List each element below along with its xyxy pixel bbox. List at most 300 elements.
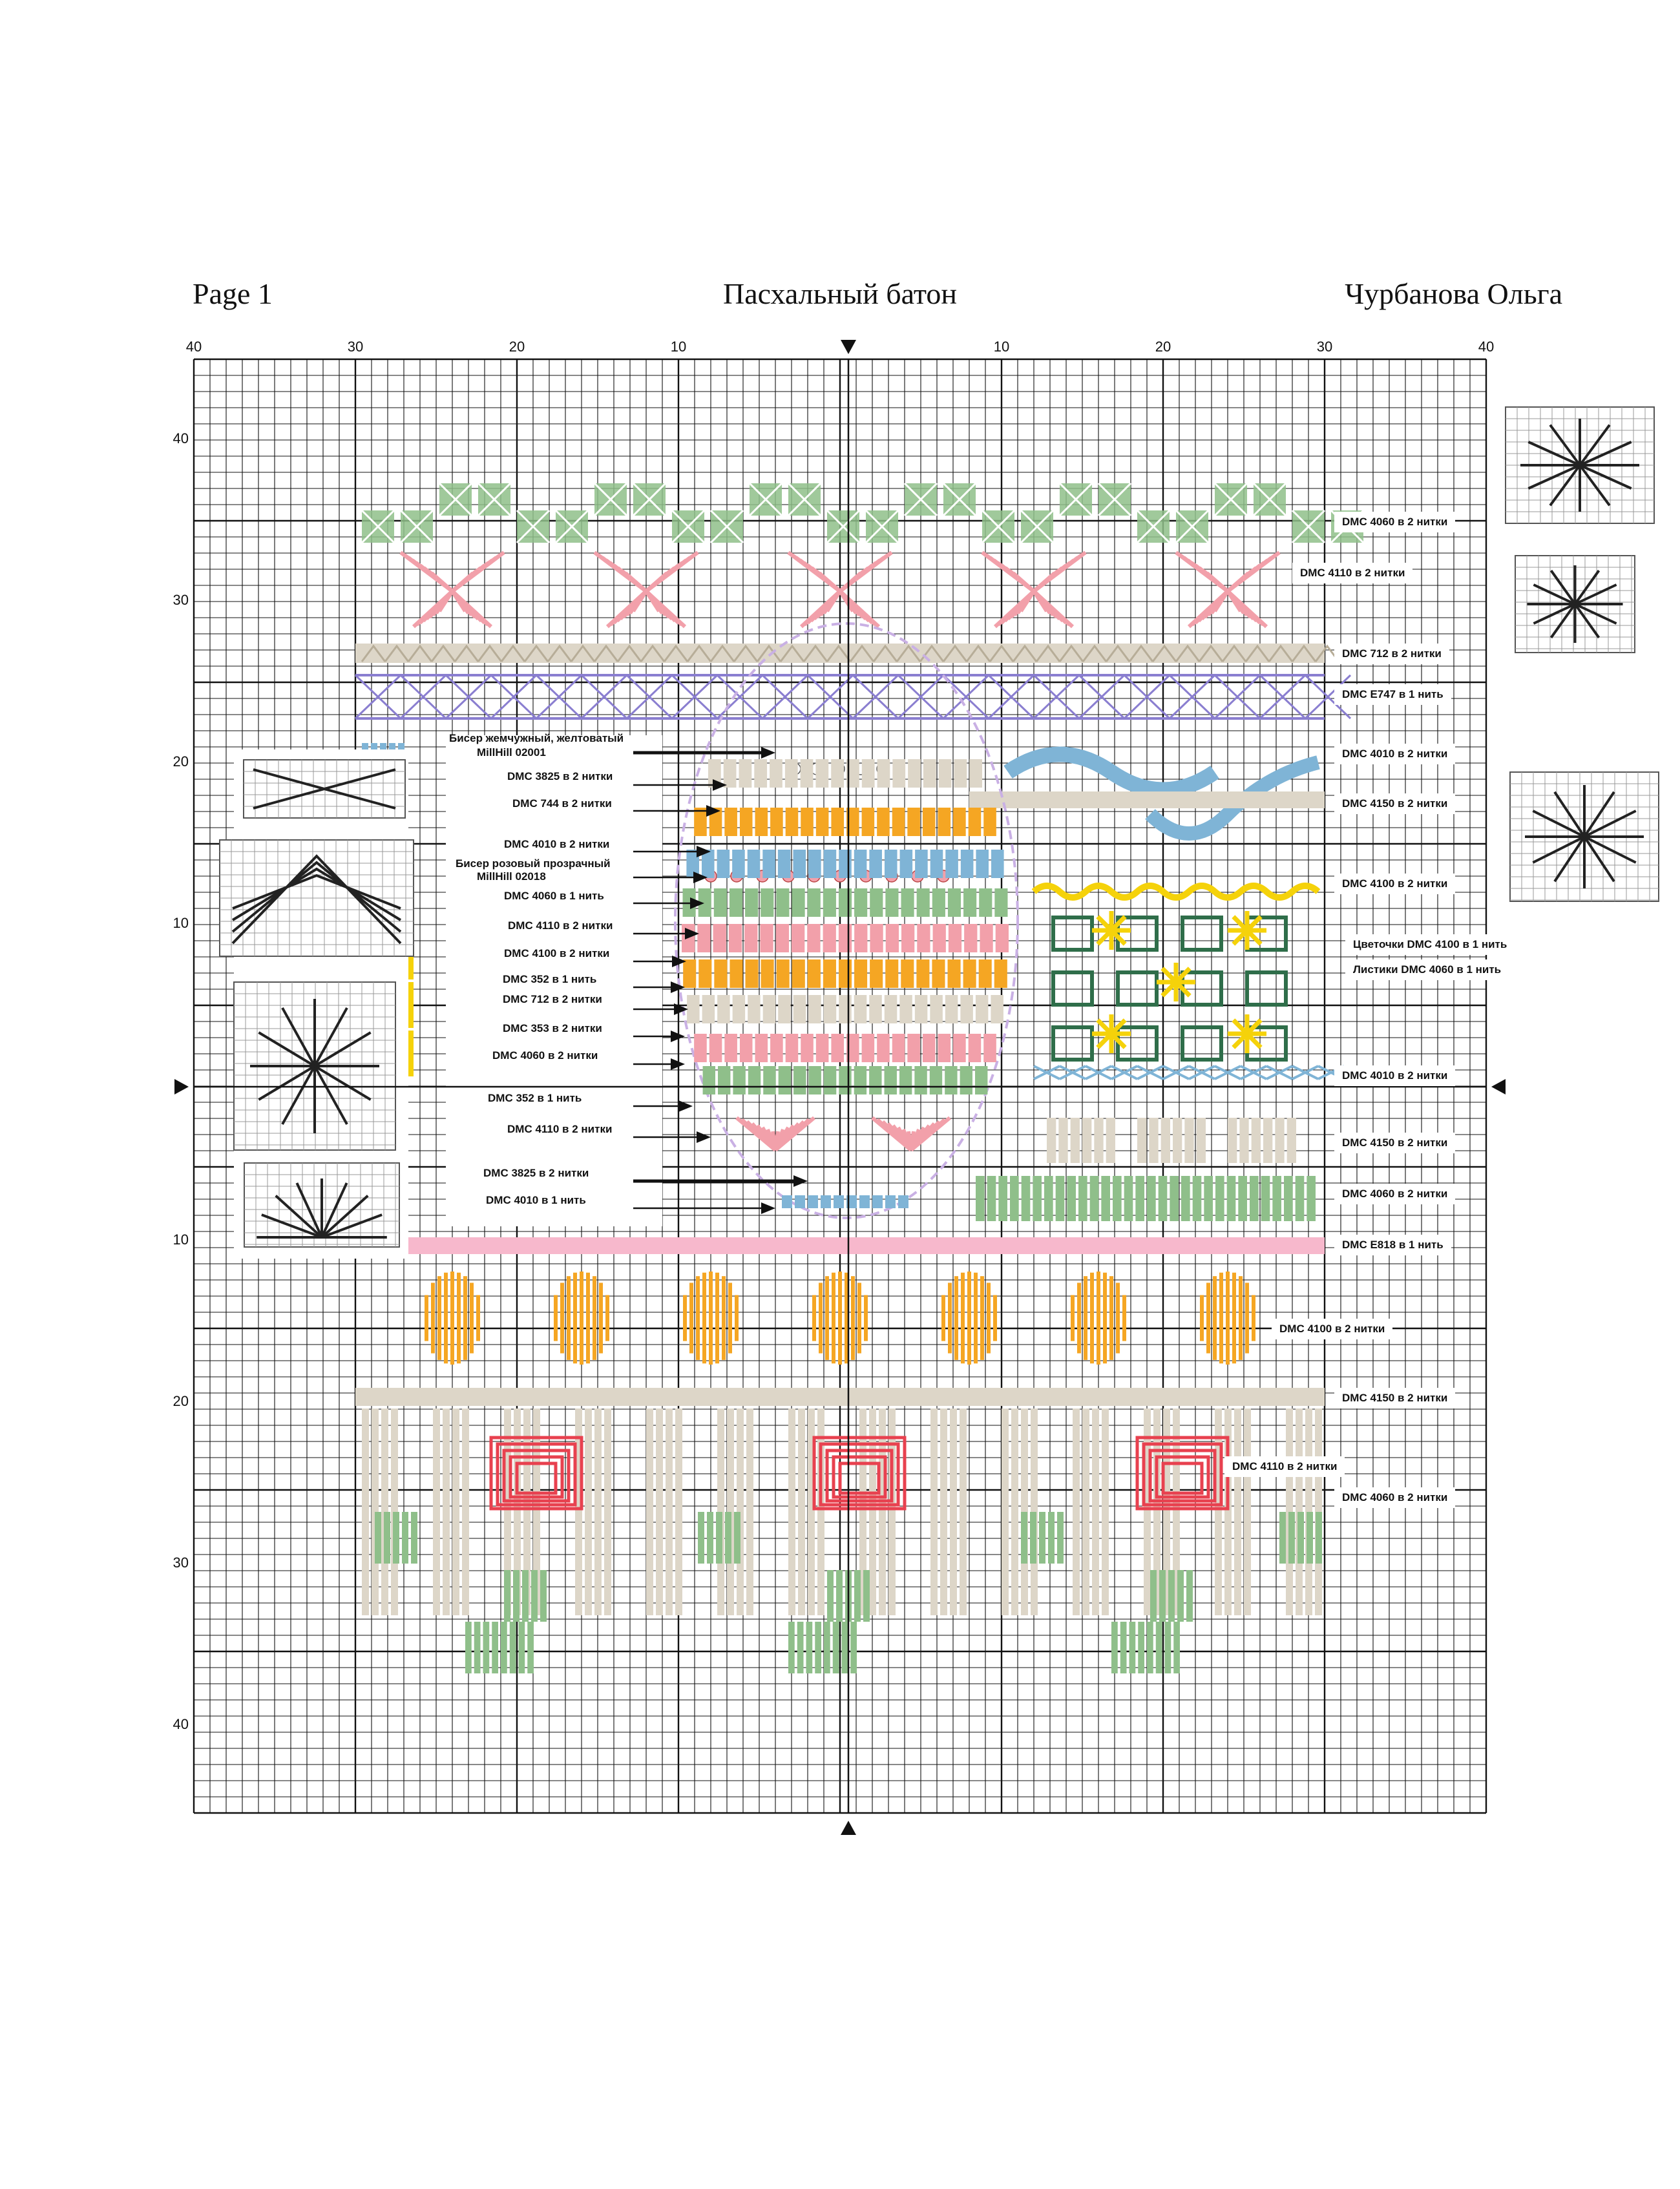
stitch [492,1622,498,1673]
stitch [1193,1176,1202,1221]
stitch [504,1570,510,1622]
stitch [885,995,898,1023]
stitch [914,1066,927,1094]
stitch [1073,1409,1080,1615]
stitch [870,959,883,988]
egg-thread-label: DMC 712 в 2 нитки [503,993,602,1005]
stitch [1307,1176,1316,1221]
thread-label: DMC 4100 в 2 нитки [1272,1319,1392,1339]
stitch [827,1570,834,1622]
stitch [709,1034,722,1062]
scale-top-label: 10 [670,339,687,355]
thread-label: DMC 4060 в 2 нитки [1334,1487,1455,1508]
stitch [735,1295,739,1341]
stitch [923,808,936,836]
stitch [785,759,798,788]
stitch [1252,1118,1261,1163]
stitch [1056,1176,1065,1221]
legend-arrow-head [761,747,775,759]
stitch [877,1034,890,1062]
stitch [832,1273,835,1364]
stitch [862,1034,875,1062]
stitch [1168,1570,1175,1622]
scale-top-label: 40 [1478,339,1495,355]
stitch [801,808,814,836]
stitch [777,959,790,988]
stitch [476,1295,480,1341]
stitch [1284,1176,1293,1221]
stitch [1010,1176,1019,1221]
stitch [939,759,952,788]
stitch [1206,1283,1210,1353]
stitch [714,888,727,917]
stitch [1144,1409,1151,1615]
stitch [1082,1118,1091,1163]
stitch [1113,1176,1122,1221]
stitch [839,959,852,988]
stitch [933,924,946,952]
legend-arrow-head [697,1131,711,1143]
stitch [594,1409,602,1615]
stitch [859,1195,870,1208]
stitch [560,1283,564,1353]
stitch [840,573,861,591]
stitch [976,850,989,878]
yellow-flower-motif [1092,911,1131,950]
stitch [1149,1118,1158,1163]
stitch [646,1409,653,1615]
stitch [998,1176,1007,1221]
stitch [1057,1512,1064,1564]
stitch [1090,1273,1094,1364]
thread-label: DMC E818 в 1 нить [1334,1235,1451,1255]
green-cross-motif [1137,510,1170,543]
green-cross-motif [439,483,472,516]
stitch [974,1273,978,1364]
stitch [1263,1118,1272,1163]
leaf-stitch [1182,917,1221,950]
stitch [864,1295,868,1341]
stitch [1147,1176,1156,1221]
stitch [834,1195,844,1208]
stitch [806,1622,813,1673]
stitch [724,759,737,788]
scale-left-label: 10 [173,915,189,931]
stitch [707,1512,713,1564]
stitch [580,1272,583,1365]
beige-column [646,1409,682,1615]
egg-band [687,995,1003,1023]
stitch [945,850,958,878]
center-arrow-left [174,1079,189,1094]
stitch [732,850,745,878]
stitch [869,995,882,1023]
stitch [793,1066,806,1094]
stitch [770,808,783,836]
stitch [1058,1118,1067,1163]
stitch [788,1409,795,1615]
egg-band [683,959,1007,988]
stitch [1116,1283,1120,1353]
stitch [776,924,789,952]
stitch [823,888,836,917]
stitch [779,1066,791,1094]
stitch [745,959,758,988]
stitch [1275,1118,1284,1163]
stitch [465,1622,472,1673]
orange-egg-motif [941,1272,997,1365]
stitch [961,850,974,878]
scale-top-label: 30 [347,339,364,355]
beige-column [1073,1409,1109,1615]
stitch [778,995,791,1023]
stitch [1207,573,1228,591]
stitch [980,924,992,952]
stitch [923,759,936,788]
leaf-stitch [1053,917,1092,950]
stitch [748,1066,761,1094]
stitch [808,959,821,988]
egg-band [694,1034,996,1062]
thread-label: DMC 712 в 2 нитки [1334,644,1449,664]
stitch [1232,1273,1236,1364]
stitch [932,959,945,988]
green-cross-motif [827,510,859,543]
stitch [915,995,928,1023]
stitch [1161,1118,1170,1163]
page-title: Пасхальный батон [723,277,957,310]
stitch [960,1066,972,1094]
stitch [839,888,852,917]
stitch [831,759,844,788]
stitch [908,759,921,788]
stitch [975,1066,987,1094]
stitch [443,1409,450,1615]
stitch [911,1131,914,1150]
green-cross-motif [1254,483,1286,516]
scale-top-label: 30 [1316,339,1333,355]
stitch [1030,1512,1036,1564]
stitch [1250,1176,1259,1221]
scale-left-label: 20 [173,753,189,770]
stitch [948,888,961,917]
stitch [812,1295,816,1341]
green-cross-motif [866,510,898,543]
beige-column [930,1409,967,1615]
stitch [1156,1622,1162,1673]
stitch [775,1131,778,1150]
stitch [838,1272,842,1365]
stitch [375,1512,381,1564]
green-cross-motif [362,510,394,543]
stitch [1002,1409,1009,1615]
stitch [819,1283,823,1353]
stitch [1239,1276,1243,1360]
yellow-flower-motif [1157,963,1195,1001]
stitch [901,888,914,917]
stitch [1101,1176,1110,1221]
stitch [1234,1409,1241,1615]
stitch [854,959,867,988]
green-cross-motif [788,483,821,516]
green-leaf-block [788,1622,857,1673]
stitch [825,1276,829,1360]
orange-egg-motif [554,1272,609,1365]
stitch [941,1295,945,1341]
stitch [833,1622,839,1673]
stitch [792,959,805,988]
stitch [932,888,945,917]
egg-thread-label: Бисер розовый прозрачный [456,857,611,870]
stitch [967,1272,971,1365]
stitch [1022,1176,1031,1221]
stitch [1067,1176,1076,1221]
stitch [1296,1176,1305,1221]
stitch [739,759,752,788]
stitch [656,1409,663,1615]
thread-label: DMC 4010 в 2 нитки [1334,1065,1455,1086]
green-cross-motif [943,483,976,516]
stitch [411,1512,417,1564]
stitch [991,850,1004,878]
stitch [979,959,992,988]
beige-band [355,1388,1325,1406]
stitch [940,1409,947,1615]
leaf-stitch [1053,1027,1092,1060]
stitch [452,1409,459,1615]
green-cross-motif [478,483,510,516]
stitch [824,850,837,878]
thread-label: Цветочки DMC 4100 в 1 нить [1345,934,1515,955]
stitch [795,1195,805,1208]
stitch [770,1034,783,1062]
egg-thread-label: DMC 744 в 2 нитки [512,797,612,810]
green-leaf-block [1021,1512,1064,1564]
stitch [433,1409,440,1615]
stitch [384,1512,390,1564]
stitch [854,1570,861,1622]
green-cross-motif [401,510,433,543]
stitch [979,888,992,917]
stitch [949,924,961,952]
stitch [682,924,695,952]
stitch [916,959,929,988]
stitch [870,924,883,952]
stitch [960,1409,967,1615]
stitch [1307,1512,1313,1564]
stitch [716,1512,722,1564]
stitch [898,1195,908,1208]
stitch [760,924,773,952]
egg-band [703,1066,988,1094]
stitch [888,1409,896,1615]
stitch [851,1276,855,1360]
stitch [877,808,890,836]
stitch [854,850,867,878]
stitch [724,808,737,836]
leaf-stitch [1247,972,1286,1005]
stitch [733,1066,745,1094]
stitch [522,1570,529,1622]
stitch [666,1409,673,1615]
stitch [709,1272,713,1365]
stitch [994,888,1007,917]
stitch [696,1276,700,1360]
stitch [1077,1283,1081,1353]
stitch [1173,1622,1180,1673]
stitch [983,808,996,836]
stitch [857,1283,861,1353]
stitch [819,573,840,591]
stitch [1252,1295,1255,1341]
stitch [854,888,867,917]
stitch [1288,1512,1295,1564]
stitch [792,924,804,952]
stitch [748,995,761,1023]
stitch [948,1283,952,1353]
stitch [715,1273,719,1364]
thread-label: DMC 4150 в 2 нитки [1334,1388,1455,1409]
stitch [899,1066,912,1094]
stitch [987,1283,991,1353]
pink-line-band [355,1237,1325,1254]
stitch [463,1276,467,1360]
stitch [786,808,799,836]
leaf-stitch [1118,972,1157,1005]
stitch [593,1276,596,1360]
stitch [393,1512,399,1564]
leaf-stitch [1182,972,1221,1005]
stitch [948,959,961,988]
scale-left-label: 30 [173,592,189,608]
stitch [1109,1276,1113,1360]
egg-thread-label: DMC 4010 в 2 нитки [504,838,610,850]
scale-top-label: 20 [1155,339,1171,355]
stitch [1204,1176,1213,1221]
stitch [625,573,646,591]
stitch [969,1034,982,1062]
diagram-star-stitch [1510,772,1659,901]
stitch [724,1034,737,1062]
stitch [823,959,836,988]
stitch [599,1283,603,1353]
stitch [748,850,761,878]
stitch [729,924,742,952]
stitch [839,995,852,1023]
stitch [470,1283,474,1353]
stitch [930,995,943,1023]
egg-band [708,759,982,788]
stitch [1147,1622,1153,1673]
stitch [1090,1176,1099,1221]
stitch [963,888,976,917]
scale-top-label: 40 [185,339,202,355]
stitch [1102,1409,1109,1615]
egg-thread-label: Бисер жемчужный, желтоватый [449,732,624,744]
green-cross-motif [982,510,1014,543]
stitch [1297,1512,1304,1564]
stitch [915,850,928,878]
stitch [885,850,898,878]
stitch [788,1622,795,1673]
stitch [953,808,966,836]
beige-block [1228,1118,1296,1163]
stitch [886,924,899,952]
orange-egg-motif [683,1272,739,1365]
orange-egg-motif [1071,1272,1126,1365]
stitch [694,808,707,836]
stitch [963,959,976,988]
stitch [808,1066,821,1094]
stitch [1238,1176,1247,1221]
green-cross-motif [1292,510,1325,543]
stitch [1159,1176,1168,1221]
stitch [1094,1118,1103,1163]
stitch [885,888,898,917]
stitch [1287,1118,1296,1163]
stitch [923,1034,936,1062]
stitch [740,808,753,836]
stitch [877,759,890,788]
stitch [1011,1409,1018,1615]
stitch [1261,1176,1270,1221]
legend-arrow-head [793,1175,808,1187]
stitch [755,808,768,836]
stitch [961,1273,965,1364]
stitch [698,1512,704,1564]
stitch [980,1276,984,1360]
egg-thread-label: DMC 352 в 1 нить [503,973,597,985]
stitch [1186,1570,1193,1622]
stitch [722,1276,726,1360]
stitch [519,1622,525,1673]
green-cross-motif [750,483,782,516]
stitch [816,1034,829,1062]
stitch [850,1622,857,1673]
stitch [815,1622,821,1673]
stitch [483,1622,490,1673]
diagram-numbered-stitch [1515,556,1635,653]
stitch [1135,1176,1144,1221]
yellow-flower-motif [1092,1014,1131,1053]
stitch [839,850,852,878]
stitch [907,1034,920,1062]
egg-heart-motif [872,1118,950,1150]
stitch [1129,1622,1136,1673]
egg-thread-label: DMC 3825 в 2 нитки [483,1167,589,1179]
stitch [993,1295,997,1341]
stitch [730,959,742,988]
stitch [839,924,852,952]
stitch [697,924,710,952]
diagram-chevron-stitch [220,840,414,956]
egg-thread-label: DMC 4060 в 1 нить [504,890,604,902]
thread-label: DMC 4060 в 2 нитки [1334,512,1455,532]
legend-arrow-head [761,1202,775,1214]
orange-egg-motif [1200,1272,1255,1365]
stitch [901,924,914,952]
stitch [1227,1176,1236,1221]
stitch [991,995,1003,1023]
stitch [1071,1118,1080,1163]
egg-band [683,888,1008,917]
stitch [892,808,905,836]
stitch [698,959,711,988]
stitch [1173,1118,1182,1163]
beige-column [788,1409,824,1615]
stitch [718,1066,730,1094]
stitch [1021,1512,1027,1564]
